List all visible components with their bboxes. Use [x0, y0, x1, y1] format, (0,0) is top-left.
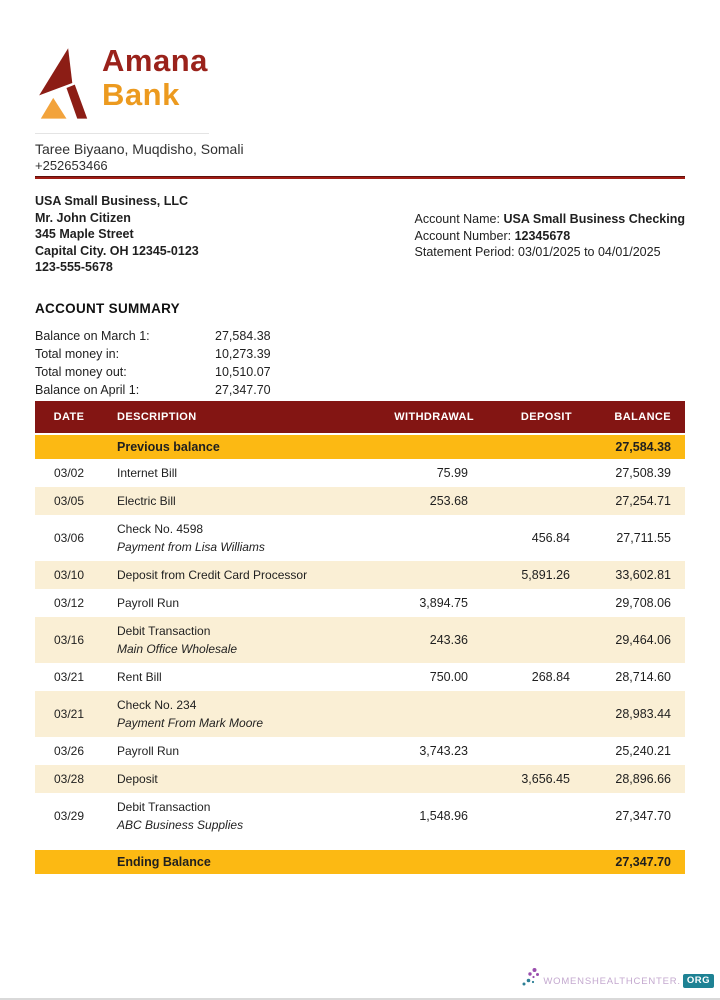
- account-name-value: USA Small Business Checking: [503, 212, 685, 226]
- transaction-row: [35, 487, 685, 515]
- transaction-date: 03/12: [53, 595, 85, 610]
- transaction-description-note: Main Office Wholesale: [117, 641, 238, 656]
- amana-bank-logo-icon: [35, 40, 93, 126]
- transaction-deposit: [476, 691, 576, 737]
- bank-phone: +252653466: [35, 158, 108, 173]
- transaction-balance: 28,896.66: [615, 771, 671, 786]
- account-name-label: Account Name:: [414, 212, 504, 226]
- transaction-date: 03/06: [53, 530, 85, 545]
- transaction-description-note: Payment From Mark Moore: [117, 715, 264, 730]
- account-name-row: [415, 211, 685, 228]
- transaction-withdrawal: 3,894.75: [419, 595, 468, 610]
- statement-period-label: Statement Period:: [414, 245, 519, 259]
- customer-name: USA Small Business, LLC: [35, 194, 189, 208]
- customer-street: 345 Maple Street: [35, 227, 134, 241]
- summary-label: Balance on April 1:: [35, 382, 140, 397]
- ending-balance-value: 27,347.70: [576, 850, 685, 874]
- summary-label: Total money in:: [35, 346, 120, 361]
- transaction-description: Check No. 234 Payment From Mark Moore: [103, 691, 358, 737]
- transaction-withdrawal: 3,743.23: [419, 743, 468, 758]
- transaction-balance: 29,464.06: [615, 632, 671, 647]
- transaction-date: 03/21: [53, 669, 85, 684]
- transaction-deposit: 3,656.45: [521, 771, 570, 786]
- transaction-withdrawal: 750.00: [429, 669, 468, 684]
- transaction-date: 03/05: [53, 493, 85, 508]
- watermark-text: WOMENSHEALTHCENTER.: [543, 976, 681, 987]
- parties-section: [35, 193, 685, 276]
- transaction-row: [35, 589, 685, 617]
- transaction-withdrawal: [358, 765, 476, 793]
- transaction-description: Payroll Run: [117, 595, 180, 610]
- bank-address: Taree Biyaano, Muqdisho, Somali: [35, 141, 244, 157]
- customer-phone: 123-555-5678: [35, 260, 113, 274]
- customer-address-block: [35, 193, 199, 276]
- watermark-dots-icon: [521, 966, 541, 988]
- statement-period-value: 03/01/2025 to 04/01/2025: [518, 245, 661, 259]
- transaction-date: 03/21: [53, 706, 85, 721]
- transaction-row: [35, 459, 685, 487]
- transaction-withdrawal: 75.99: [436, 465, 468, 480]
- transaction-balance: 28,983.44: [615, 706, 671, 721]
- transaction-date: 03/02: [53, 465, 85, 480]
- transaction-deposit: [476, 459, 576, 487]
- summary-value: 27,347.70: [215, 382, 271, 397]
- transaction-row: [35, 793, 685, 839]
- transaction-row: [35, 515, 685, 561]
- transaction-withdrawal: 1,548.96: [419, 808, 468, 823]
- transaction-description: Deposit: [117, 771, 158, 786]
- header-balance: BALANCE: [576, 401, 685, 434]
- account-summary-title: ACCOUNT SUMMARY: [35, 300, 180, 316]
- account-meta-block: [415, 211, 685, 276]
- bank-name-line2: Bank: [102, 77, 180, 112]
- transaction-date: 03/29: [53, 808, 85, 823]
- transaction-withdrawal: 243.36: [429, 632, 468, 647]
- account-summary-rows: [35, 327, 685, 399]
- watermark-org-badge: ORG: [683, 974, 714, 988]
- transaction-date: 03/16: [53, 632, 85, 647]
- site-watermark: [521, 966, 714, 988]
- header-withdrawal: WITHDRAWAL: [358, 401, 476, 434]
- transaction-row: [35, 691, 685, 737]
- summary-value: 27,584.38: [215, 328, 271, 343]
- transaction-balance: 29,708.06: [615, 595, 671, 610]
- transaction-row: [35, 663, 685, 691]
- header-description: DESCRIPTION: [103, 401, 358, 434]
- account-number-value: 12345678: [514, 228, 571, 243]
- transaction-balance: 27,508.39: [615, 465, 671, 480]
- summary-label: Total money out:: [35, 364, 127, 379]
- transaction-date: 03/26: [53, 743, 85, 758]
- transaction-balance: 25,240.21: [615, 743, 671, 758]
- transaction-withdrawal: [358, 561, 476, 589]
- previous-balance-value: 27,584.38: [576, 434, 685, 459]
- transaction-deposit: [476, 793, 576, 839]
- account-number-row: [415, 228, 685, 245]
- account-number-label: Account Number:: [414, 228, 515, 243]
- transaction-description: Payroll Run: [117, 743, 180, 758]
- transaction-balance: 28,714.60: [615, 669, 671, 684]
- bank-logo: [35, 40, 209, 134]
- transaction-withdrawal: [358, 515, 476, 561]
- transaction-date: 03/10: [53, 567, 85, 582]
- transaction-description-note: ABC Business Supplies: [117, 817, 244, 832]
- previous-balance-label: Previous balance: [103, 434, 358, 459]
- ending-balance-row: [35, 850, 685, 874]
- summary-row: [35, 381, 685, 399]
- summary-row: [35, 327, 685, 345]
- transaction-description: Deposit from Credit Card Processor: [117, 567, 308, 582]
- transaction-description: Debit Transaction ABC Business Supplies: [103, 793, 358, 839]
- transaction-balance: 33,602.81: [615, 567, 671, 582]
- transaction-date: 03/28: [53, 771, 85, 786]
- transaction-description: Check No. 4598 Payment from Lisa Williams: [103, 515, 358, 561]
- bank-wordmark: [102, 44, 208, 112]
- summary-row: [35, 345, 685, 363]
- summary-row: [35, 363, 685, 381]
- transaction-deposit: 456.84: [531, 530, 570, 545]
- summary-value: 10,510.07: [215, 364, 271, 379]
- transaction-deposit: [476, 589, 576, 617]
- summary-value: 10,273.39: [215, 346, 271, 361]
- transaction-description: Internet Bill: [117, 465, 178, 480]
- summary-label: Balance on March 1:: [35, 328, 150, 343]
- header-divider: [35, 176, 685, 179]
- transaction-withdrawal: 253.68: [429, 493, 468, 508]
- transaction-row: [35, 765, 685, 793]
- account-summary-section: [35, 301, 685, 399]
- transaction-row: [35, 617, 685, 663]
- previous-balance-row: [35, 434, 685, 459]
- transaction-balance: 27,254.71: [615, 493, 671, 508]
- transaction-description: Debit Transaction Main Office Wholesale: [103, 617, 358, 663]
- transaction-description-note: Payment from Lisa Williams: [117, 539, 265, 554]
- header-deposit: DEPOSIT: [476, 401, 576, 434]
- transaction-deposit: [476, 487, 576, 515]
- transaction-balance: 27,347.70: [615, 808, 671, 823]
- customer-city: Capital City. OH 12345-0123: [35, 243, 199, 258]
- transaction-deposit: [476, 617, 576, 663]
- transaction-deposit: 5,891.26: [521, 567, 570, 582]
- transaction-balance: 27,711.55: [616, 530, 671, 545]
- transaction-deposit: [476, 737, 576, 765]
- table-header-row: [35, 401, 685, 434]
- table-spacer: [35, 839, 685, 850]
- ending-balance-label: Ending Balance: [103, 850, 358, 874]
- transaction-description: Electric Bill: [117, 493, 176, 508]
- transaction-row: [35, 737, 685, 765]
- transaction-description: Rent Bill: [117, 669, 162, 684]
- bank-name-line1: Amana: [102, 43, 208, 78]
- statement-period-row: [415, 244, 685, 261]
- transaction-row: [35, 561, 685, 589]
- transaction-withdrawal: [358, 691, 476, 737]
- transactions-table: [35, 401, 685, 874]
- transaction-deposit: 268.84: [531, 669, 570, 684]
- customer-contact: Mr. John Citizen: [35, 210, 131, 225]
- header-date: DATE: [35, 401, 103, 434]
